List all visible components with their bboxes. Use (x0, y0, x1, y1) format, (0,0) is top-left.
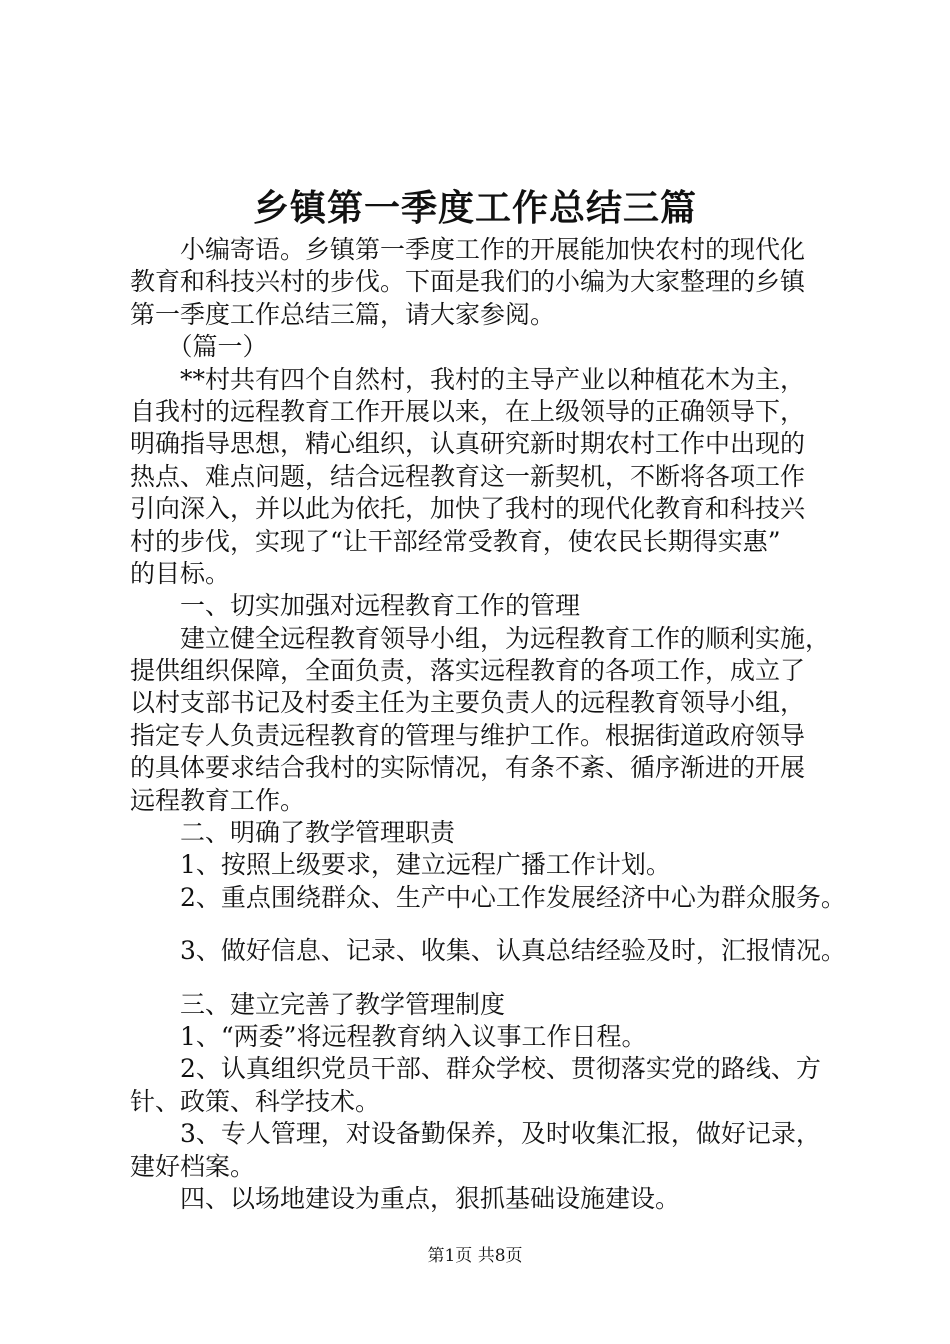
text-line: 教育和科技兴村的步伐。下面是我们的小编为大家整理的乡镇 (130, 267, 806, 297)
text-line: 的具体要求结合我村的实际情况，有条不紊、循序渐进的开展 (130, 753, 806, 783)
text-line: 1、按照上级要求，建立远程广播工作计划。 (130, 850, 671, 880)
text-line: 引向深入，并以此为依托，加快了我村的现代化教育和科技兴 (130, 494, 806, 524)
text-line: 自我村的远程教育工作开展以来，在上级领导的正确领导下， (130, 396, 806, 426)
text-line: 四、以场地建设为重点，狠抓基础设施建设。 (130, 1183, 681, 1213)
text-line: 针、政策、科学技术。 (130, 1086, 381, 1116)
document-title: 乡镇第一季度工作总结三篇 (252, 187, 697, 229)
text-line: 第一季度工作总结三篇，请大家参阅。 (130, 299, 556, 329)
page-footer: 第1页 共8页 (427, 1246, 523, 1266)
blank-line (130, 968, 842, 989)
text-line: 2、重点围绕群众、生产中心工作发展经济中心为群众服务。 (130, 882, 846, 912)
text-line: 以村支部书记及村委主任为主要负责人的远程教育领导小组， (130, 688, 806, 718)
text-line: 指定专人负责远程教育的管理与维护工作。根据街道政府领导 (130, 720, 806, 750)
blank-line (130, 914, 842, 935)
text-line: 村的步伐，实现了“让干部经常受教育，使农民长期得实惠” (130, 526, 781, 556)
text-line: 二、明确了教学管理职责 (130, 818, 456, 848)
text-line: **村共有四个自然村，我村的主导产业以种植花木为主， (130, 364, 806, 394)
text-line: 建立健全远程教育领导小组，为远程教育工作的顺利实施， (130, 623, 831, 653)
text-line: 3、专人管理，对设备勤保养，及时收集汇报，做好记录， (130, 1119, 821, 1149)
text-line: 一、切实加强对远程教育工作的管理 (130, 591, 581, 621)
text-line: 明确指导思想，精心组织，认真研究新时期农村工作中出现的 (130, 429, 806, 459)
text-line: 1、“两委”将远程教育纳入议事工作日程。 (130, 1021, 647, 1051)
text-line: 小编寄语。乡镇第一季度工作的开展能加快农村的现代化 (130, 235, 806, 264)
text-line: （篇一） (130, 332, 268, 362)
text-line: 远程教育工作。 (130, 785, 306, 815)
text-line: 3、做好信息、记录、收集、认真总结经验及时，汇报情况。 (130, 936, 846, 966)
text-line: 热点、难点问题，结合远程教育这一新契机，不断将各项工作 (130, 461, 806, 491)
text-line: 的目标。 (130, 558, 231, 588)
text-line: 2、认真组织党员干部、群众学校、贯彻落实党的路线、方 (130, 1054, 821, 1084)
text-line: 三、建立完善了教学管理制度 (130, 989, 506, 1019)
document-body (130, 234, 846, 1215)
text-line: 提供组织保障，全面负责，落实远程教育的各项工作，成立了 (130, 656, 806, 686)
text-line: 建好档案。 (130, 1151, 256, 1181)
